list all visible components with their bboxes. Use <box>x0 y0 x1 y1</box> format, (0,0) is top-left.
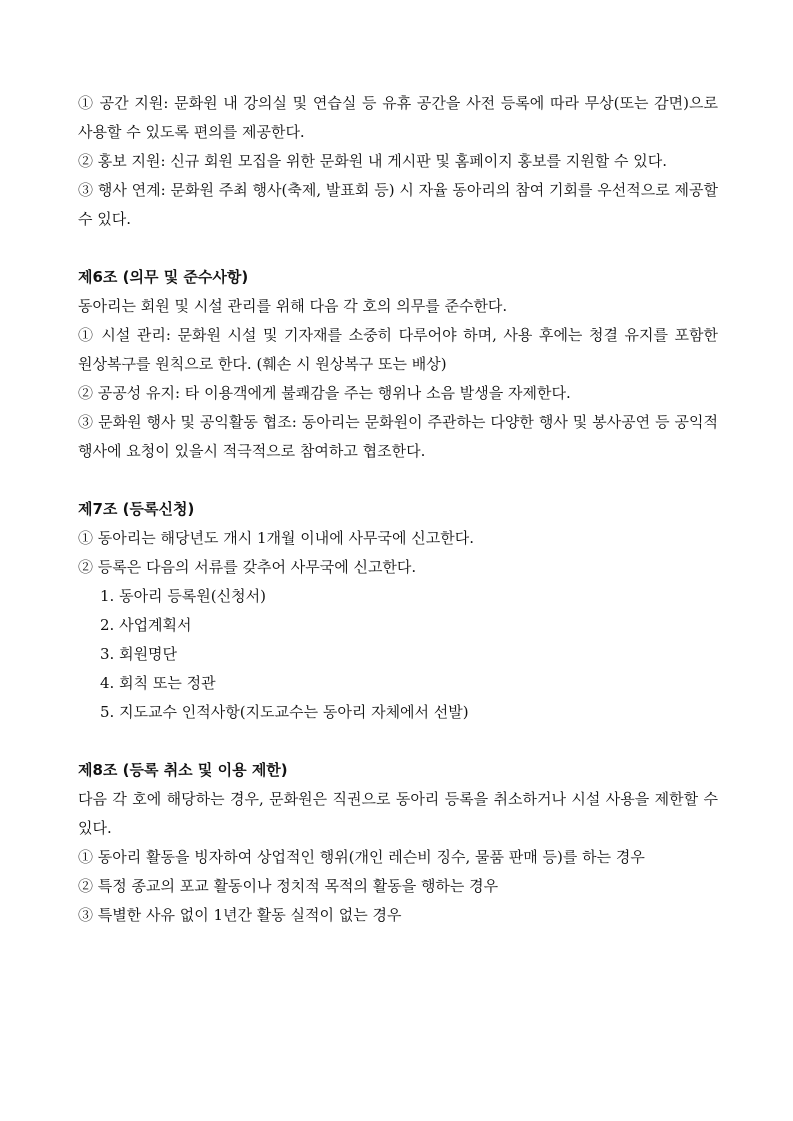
article6-section <box>78 263 718 466</box>
article8-intro: 다음 각 호에 해당하는 경우, 문화원은 직권으로 동아리 등록을 취소하거나 시설 사용을 제한할 수 있다. <box>78 790 718 837</box>
article7-heading: 제7조 (등록신청) <box>78 500 195 518</box>
article7-document-3: 3. 회원명단 <box>100 645 178 663</box>
article6-item-2: ② 공공성 유지: 타 이용객에게 불쾌감을 주는 행위나 소음 발생을 자제한다. <box>78 384 571 402</box>
article7-item-2: ② 등록은 다음의 서류를 갖추어 사무국에 신고한다. <box>78 558 417 576</box>
article8-heading: 제8조 (등록 취소 및 이용 제한) <box>78 761 288 779</box>
article8-item-3: ③ 특별한 사유 없이 1년간 활동 실적이 없는 경우 <box>78 906 402 924</box>
document-page <box>78 89 718 930</box>
article6-intro: 동아리는 회원 및 시설 관리를 위해 다음 각 호의 의무를 준수한다. <box>78 297 508 315</box>
article7-document-1: 1. 동아리 등록원(신청서) <box>100 587 266 605</box>
article7-document-2: 2. 사업계획서 <box>100 616 192 634</box>
article6-item-3: ③ 문화원 행사 및 공익활동 협조: 동아리는 문화원이 주관하는 다양한 행사 및 봉사공연 등 공익적 행사에 요청이 있을시 적극적으로 참여하고 협조한다. <box>78 413 718 460</box>
article5-item-3: ③ 행사 연계: 문화원 주최 행사(축제, 발표회 등) 시 자율 동아리의 참여 기회를 우선적으로 제공할 수 있다. <box>78 181 718 228</box>
article8-item-2: ② 특정 종교의 포교 활동이나 정치적 목적의 활동을 행하는 경우 <box>78 877 499 895</box>
article5-item-2: ② 홍보 지원: 신규 회원 모집을 위한 문화원 내 게시판 및 홈페이지 홍보를 지원할 수 있다. <box>78 152 668 170</box>
article6-item-1: ① 시설 관리: 문화원 시설 및 기자재를 소중히 다루어야 하며, 사용 후에는 청결 유지를 포함한 원상복구를 원칙으로 한다. (훼손 시 원상복구 또는 배상) <box>78 326 718 373</box>
article8-item-1: ① 동아리 활동을 빙자하여 상업적인 행위(개인 레슨비 징수, 물품 판매 등)를 하는 경우 <box>78 848 645 866</box>
article7-item-1: ① 동아리는 해당년도 개시 1개월 이내에 사무국에 신고한다. <box>78 529 474 547</box>
article7-document-4: 4. 회칙 또는 정관 <box>100 674 216 692</box>
article7-section <box>78 495 718 727</box>
article5-continuation <box>78 89 718 234</box>
article7-document-5: 5. 지도교수 인적사항(지도교수는 동아리 자체에서 선발) <box>100 703 469 721</box>
article5-item-1: ① 공간 지원: 문화원 내 강의실 및 연습실 등 유휴 공간을 사전 등록에 따라 무상(또는 감면)으로 사용할 수 있도록 편의를 제공한다. <box>78 94 718 141</box>
article6-heading: 제6조 (의무 및 준수사항) <box>78 268 249 286</box>
article8-section <box>78 756 718 930</box>
